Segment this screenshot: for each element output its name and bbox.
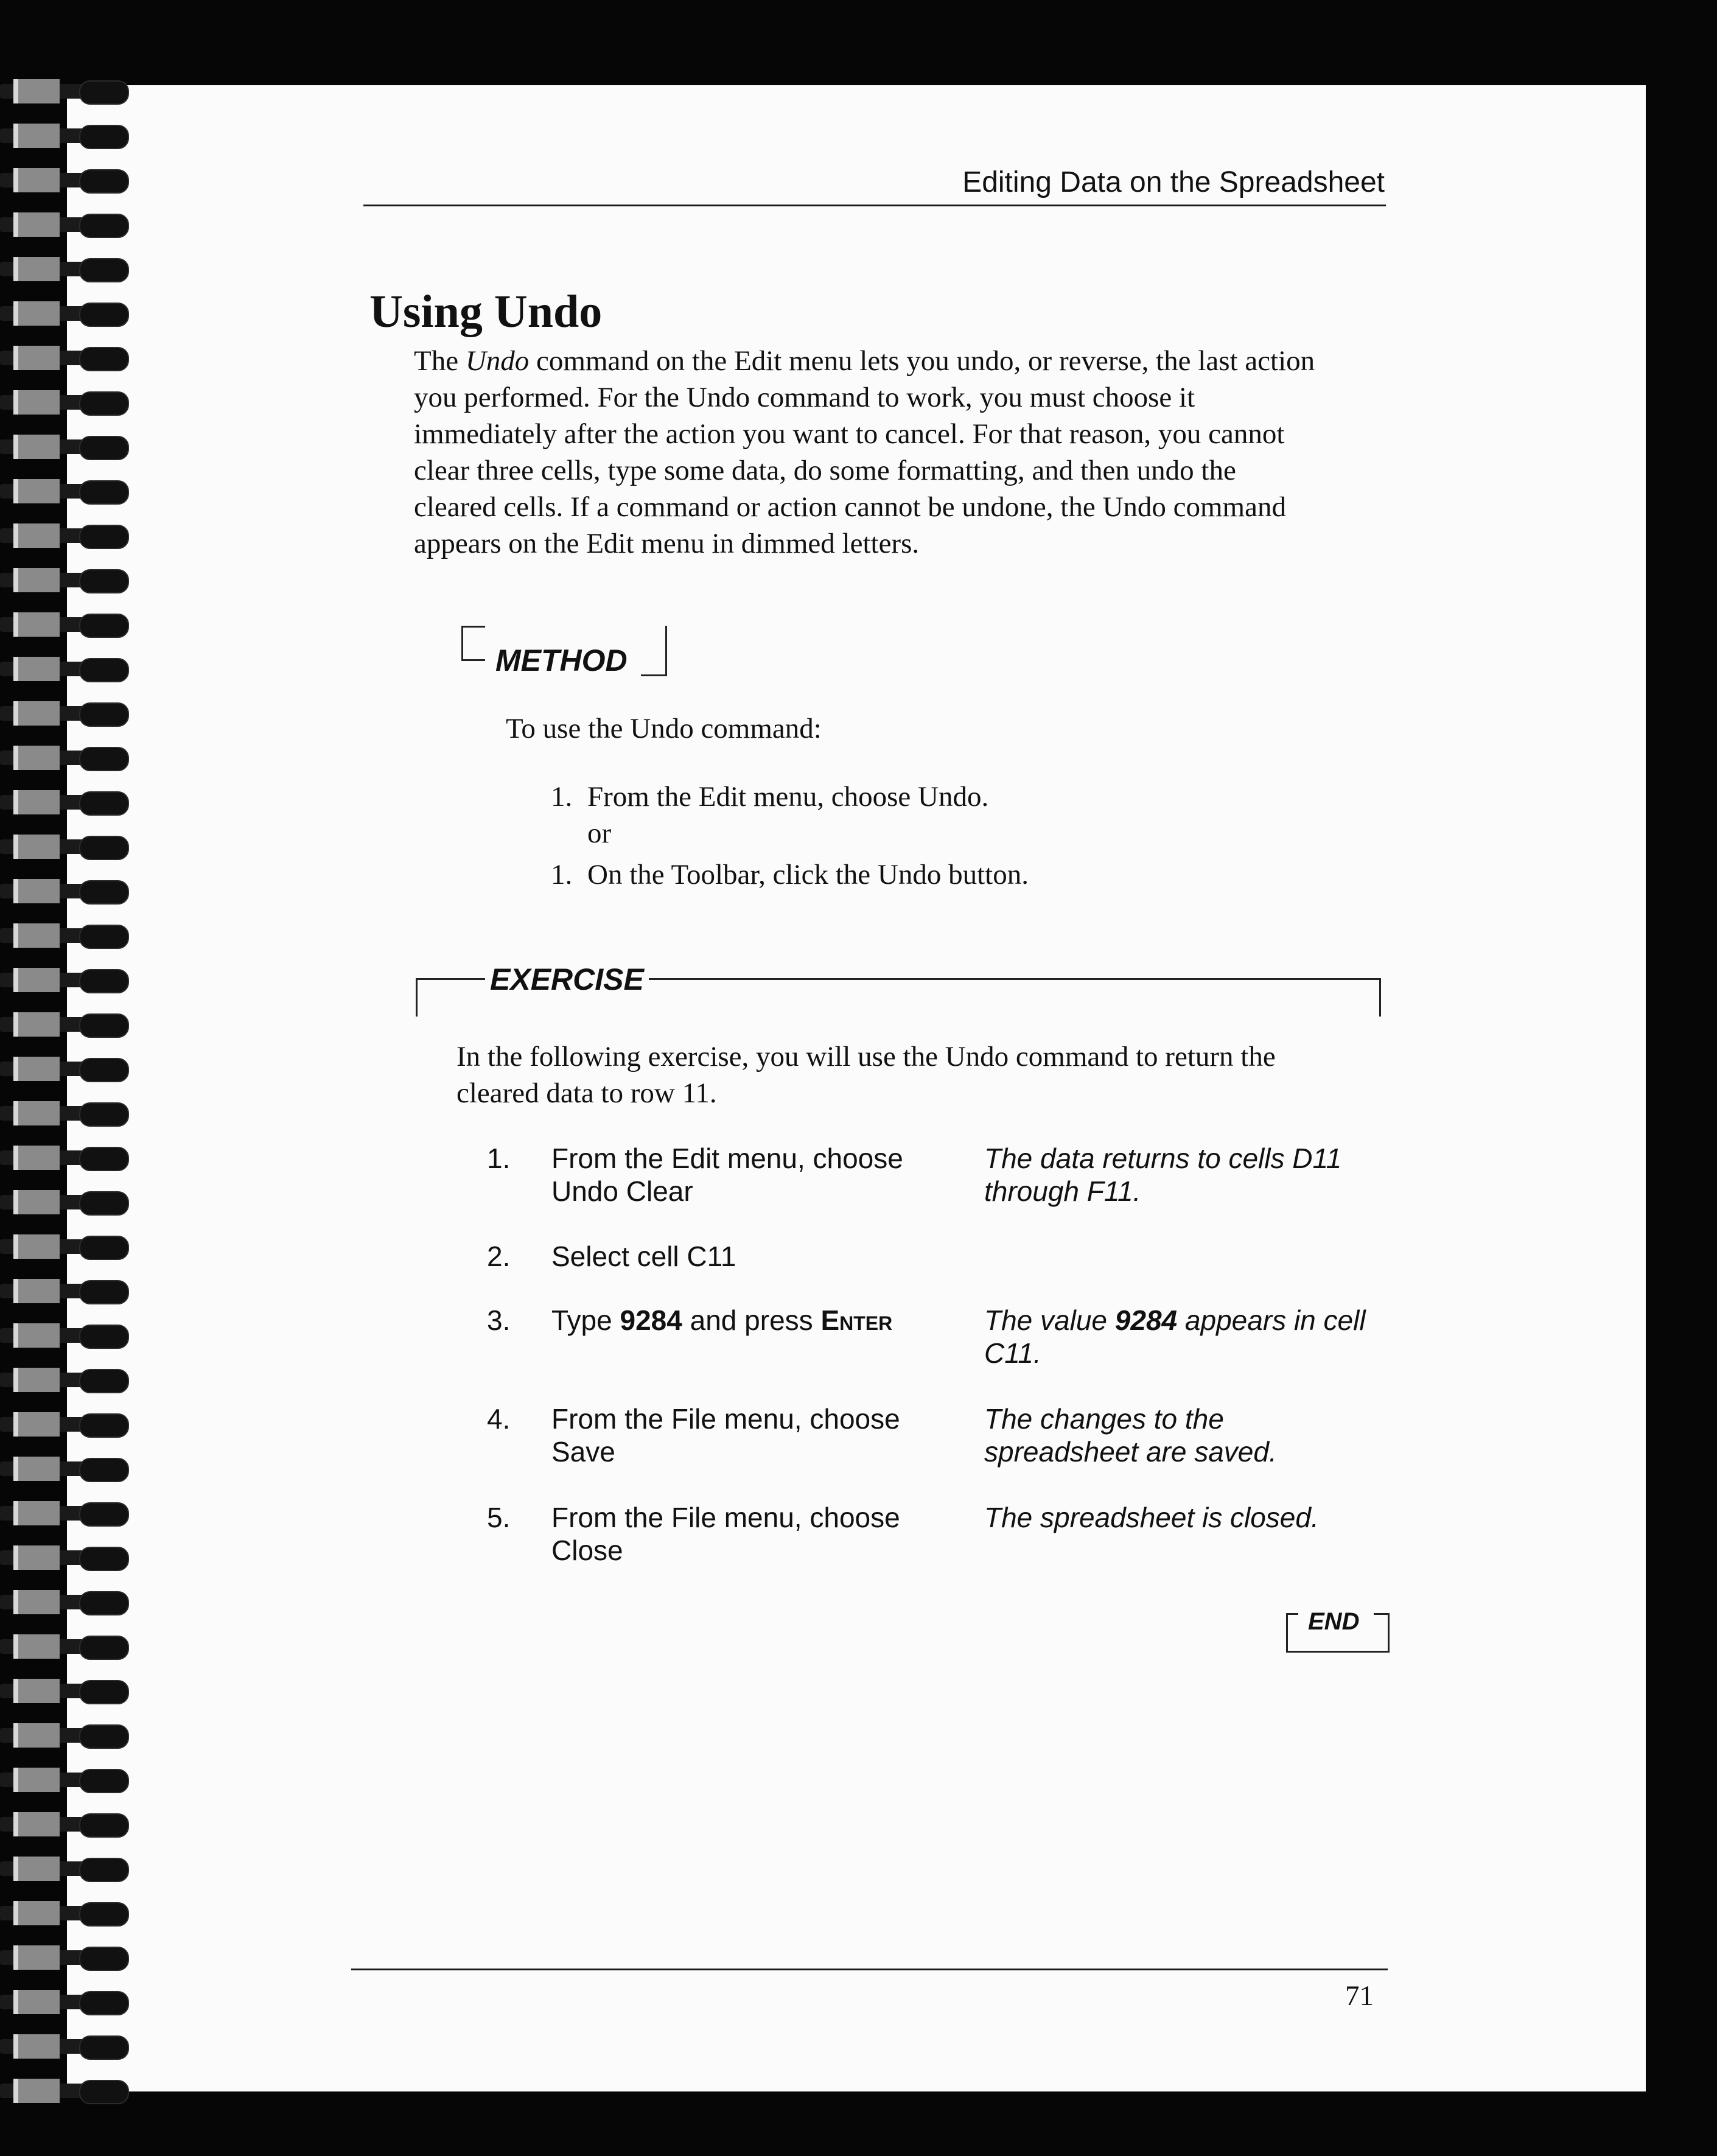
step-action [551,1304,941,1337]
punched-hole [13,1990,60,2014]
intro-line-3: immediately after the action you want to cancel. For that reason, you cannot [414,418,1285,450]
spiral-coil [0,1857,128,1881]
typed-value: 9284 [620,1304,682,1336]
punched-hole [13,1323,60,1348]
intro-line-6: appears on the Edit menu in dimmed letters. [414,528,920,559]
step-result-line: through F11. [984,1175,1141,1207]
coil-loop [79,1680,129,1704]
method-lead: To use the Undo command: [506,713,822,744]
punched-hole [13,168,60,192]
intro-line-2: you performed. For the Undo command to work, you must choose it [414,382,1195,413]
coil-loop [79,925,129,949]
spiral-coil [0,479,128,503]
method-bracket-right [641,626,667,676]
step-result-line: C11. [984,1337,1041,1369]
spiral-coil [0,1723,128,1748]
spiral-coil [0,1412,128,1437]
step-result-line [984,1304,1398,1337]
step-action [551,1501,941,1567]
spiral-coil [0,346,128,370]
spiral-coil [0,79,128,103]
spiral-binding [0,79,131,2118]
spiral-coil [0,2079,128,2103]
exercise-step-3 [487,1304,1400,1383]
step-action [551,1402,941,1468]
punched-hole [13,257,60,281]
exercise-intro-line-1: In the following exercise, you will use the Undo command to return the [456,1041,1276,1073]
spiral-coil [0,1190,128,1214]
coil-loop [79,836,129,860]
method-badge [461,626,667,682]
spiral-coil [0,1101,128,1125]
step-action [551,1240,941,1273]
section-title: Using Undo [369,285,603,337]
punched-hole [13,1901,60,1925]
coil-loop [79,1369,129,1393]
spiral-coil [0,1146,128,1170]
punched-hole [13,124,60,148]
step-action-line: Close [551,1535,623,1566]
coil-loop [79,614,129,638]
spiral-coil [0,435,128,459]
punched-hole [13,835,60,859]
punched-hole [13,1501,60,1525]
coil-loop [79,1769,129,1793]
punched-hole [13,1412,60,1437]
spiral-coil [0,1679,128,1703]
punched-hole [13,1279,60,1303]
coil-loop [79,258,129,282]
spiral-coil [0,968,128,992]
step-number: 4. [487,1403,511,1435]
coil-loop [79,1636,129,1660]
spiral-coil [0,568,128,592]
coil-loop [79,1236,129,1260]
spiral-coil [0,1901,128,1925]
punched-hole [13,968,60,992]
punched-hole [13,790,60,814]
method-step-2-number: 1. [551,859,573,891]
spiral-coil [0,1279,128,1303]
punched-hole [13,1679,60,1703]
coil-loop [79,169,129,194]
coil-loop [79,1280,129,1304]
coil-loop [79,347,129,371]
coil-loop [79,791,129,816]
coil-loop [79,1058,129,1082]
spiral-coil [0,212,128,237]
step-action-line: Undo Clear [551,1175,693,1207]
coil-loop [79,214,129,238]
punched-hole [13,2079,60,2103]
punched-hole [13,79,60,103]
punched-hole [13,1146,60,1170]
spiral-coil [0,657,128,681]
punched-hole [13,1012,60,1037]
spiral-coil [0,1057,128,1081]
undo-command-emphasis: Undo [465,345,530,377]
coil-loop [79,747,129,771]
punched-hole [13,1590,60,1614]
coil-loop [79,658,129,682]
coil-loop [79,1813,129,1838]
spiral-coil [0,124,128,148]
coil-loop [79,1147,129,1171]
punched-hole [13,301,60,326]
coil-loop [79,436,129,460]
spiral-coil [0,1634,128,1659]
punched-hole [13,346,60,370]
punched-hole [13,1057,60,1081]
step-action-middle: and press [682,1304,821,1336]
spiral-coil [0,1990,128,2014]
coil-loop [79,80,129,105]
punched-hole [13,923,60,948]
intro-line-1 [414,343,1412,379]
coil-loop [79,569,129,593]
exercise-step-1 [487,1142,1400,1221]
punched-hole [13,1457,60,1481]
intro-line-4: clear three cells, type some data, do some formatting, and then undo the [414,455,1236,486]
spiral-coil [0,257,128,281]
spiral-coil [0,168,128,192]
step-result [984,1304,1398,1370]
spiral-coil [0,1501,128,1525]
exercise-label: EXERCISE [485,962,649,997]
intro-line-1-lead: The [414,345,466,377]
punched-hole [13,1634,60,1659]
punched-hole [13,1368,60,1392]
intro-paragraph [414,343,1412,562]
punched-hole [13,390,60,415]
spiral-coil [0,1945,128,1970]
step-action-line: Save [551,1436,615,1468]
coil-loop [79,303,129,327]
punched-hole [13,1768,60,1792]
end-label: END [1308,1608,1360,1635]
spiral-coil [0,701,128,726]
spiral-coil [0,301,128,326]
punched-hole [13,657,60,681]
coil-loop [79,1547,129,1571]
page-number: 71 [1345,1980,1374,2012]
spiral-coil [0,2034,128,2059]
punched-hole [13,1857,60,1881]
coil-loop [79,480,129,505]
step-action-line [551,1304,941,1337]
spiral-coil [0,790,128,814]
punched-hole [13,1101,60,1125]
punched-hole [13,479,60,503]
step-number: 2. [487,1241,511,1272]
coil-loop [79,1458,129,1482]
step-result [984,1501,1398,1534]
spiral-coil [0,1545,128,1570]
coil-loop [79,2080,129,2104]
spiral-coil [0,1234,128,1259]
punched-hole [13,1723,60,1748]
punched-hole [13,746,60,770]
coil-loop [79,1991,129,2015]
method-step-1-number: 1. [551,781,573,813]
step-number: 1. [487,1143,511,1174]
step-action-prefix: Type [551,1304,620,1336]
coil-loop [79,1591,129,1615]
punched-hole [13,523,60,548]
exercise-intro [456,1038,1406,1111]
punched-hole [13,1545,60,1570]
coil-loop [79,1502,129,1527]
step-result [984,1402,1398,1468]
step-result-line: The changes to the [984,1403,1224,1435]
punched-hole [13,2034,60,2059]
step-number: 3. [487,1304,511,1336]
coil-loop [79,1902,129,1927]
spiral-coil [0,390,128,415]
punched-hole [13,1945,60,1970]
spiral-coil [0,923,128,948]
spiral-coil [0,612,128,637]
footer-rule [351,1969,1388,1970]
punched-hole [13,568,60,592]
spiral-coil [0,1012,128,1037]
punched-hole [13,435,60,459]
step-result-prefix: The value [984,1304,1115,1336]
spiral-coil [0,1323,128,1348]
coil-loop [79,525,129,549]
punched-hole [13,879,60,903]
punched-hole [13,1812,60,1836]
punched-hole [13,1190,60,1214]
exercise-step-4 [487,1402,1400,1482]
punched-hole [13,701,60,726]
coil-loop [79,125,129,149]
spiral-coil [0,1590,128,1614]
exercise-intro-line-2: cleared data to row 11. [456,1077,717,1109]
coil-loop [79,1325,129,1349]
coil-loop [79,1191,129,1216]
coil-loop [79,1413,129,1438]
coil-loop [79,1013,129,1038]
coil-loop [79,1947,129,1971]
step-result-line: The spreadsheet is closed. [984,1502,1319,1533]
enter-key-label: Enter [820,1304,893,1336]
step-action-line: From the File menu, choose [551,1403,900,1435]
spiral-coil [0,523,128,548]
coil-loop [79,1858,129,1882]
spiral-coil [0,835,128,859]
method-label: METHOD [495,643,628,677]
coil-loop [79,969,129,993]
header-rule [363,205,1386,206]
step-action-line: Select cell C11 [551,1241,736,1272]
intro-line-5: cleared cells. If a command or action cannot be undone, the Undo command [414,491,1286,523]
coil-loop [79,1102,129,1127]
coil-loop [79,2035,129,2060]
punched-hole [13,612,60,637]
spiral-coil [0,1368,128,1392]
step-action-line: From the File menu, choose [551,1502,900,1533]
method-bracket-left [461,626,485,661]
step-action-line: From the Edit menu, choose [551,1143,903,1174]
method-step-1-text: From the Edit menu, choose Undo. [587,781,989,813]
spiral-coil [0,1812,128,1836]
coil-loop [79,1724,129,1749]
end-marker [1286,1608,1388,1651]
step-result [984,1142,1398,1208]
running-head: Editing Data on the Spreadsheet [962,166,1385,198]
punched-hole [13,1234,60,1259]
coil-loop [79,880,129,905]
step-result-line: The data returns to cells D11 [984,1143,1342,1174]
spiral-coil [0,1768,128,1792]
coil-loop [79,391,129,416]
step-number: 5. [487,1502,511,1533]
result-value: 9284 [1114,1304,1178,1336]
intro-line-1-tail: command on the Edit menu lets you undo, or reverse, the last action [529,345,1315,377]
spiral-coil [0,746,128,770]
punched-hole [13,212,60,237]
step-result-middle: appears in cell [1177,1304,1366,1336]
exercise-step-5 [487,1501,1400,1580]
step-result-line: spreadsheet are saved. [984,1436,1277,1468]
method-alternative: or [587,817,612,849]
spiral-coil [0,1457,128,1481]
coil-loop [79,702,129,727]
method-step-2-text: On the Toolbar, click the Undo button. [587,859,1029,891]
spiral-coil [0,879,128,903]
step-action [551,1142,941,1208]
